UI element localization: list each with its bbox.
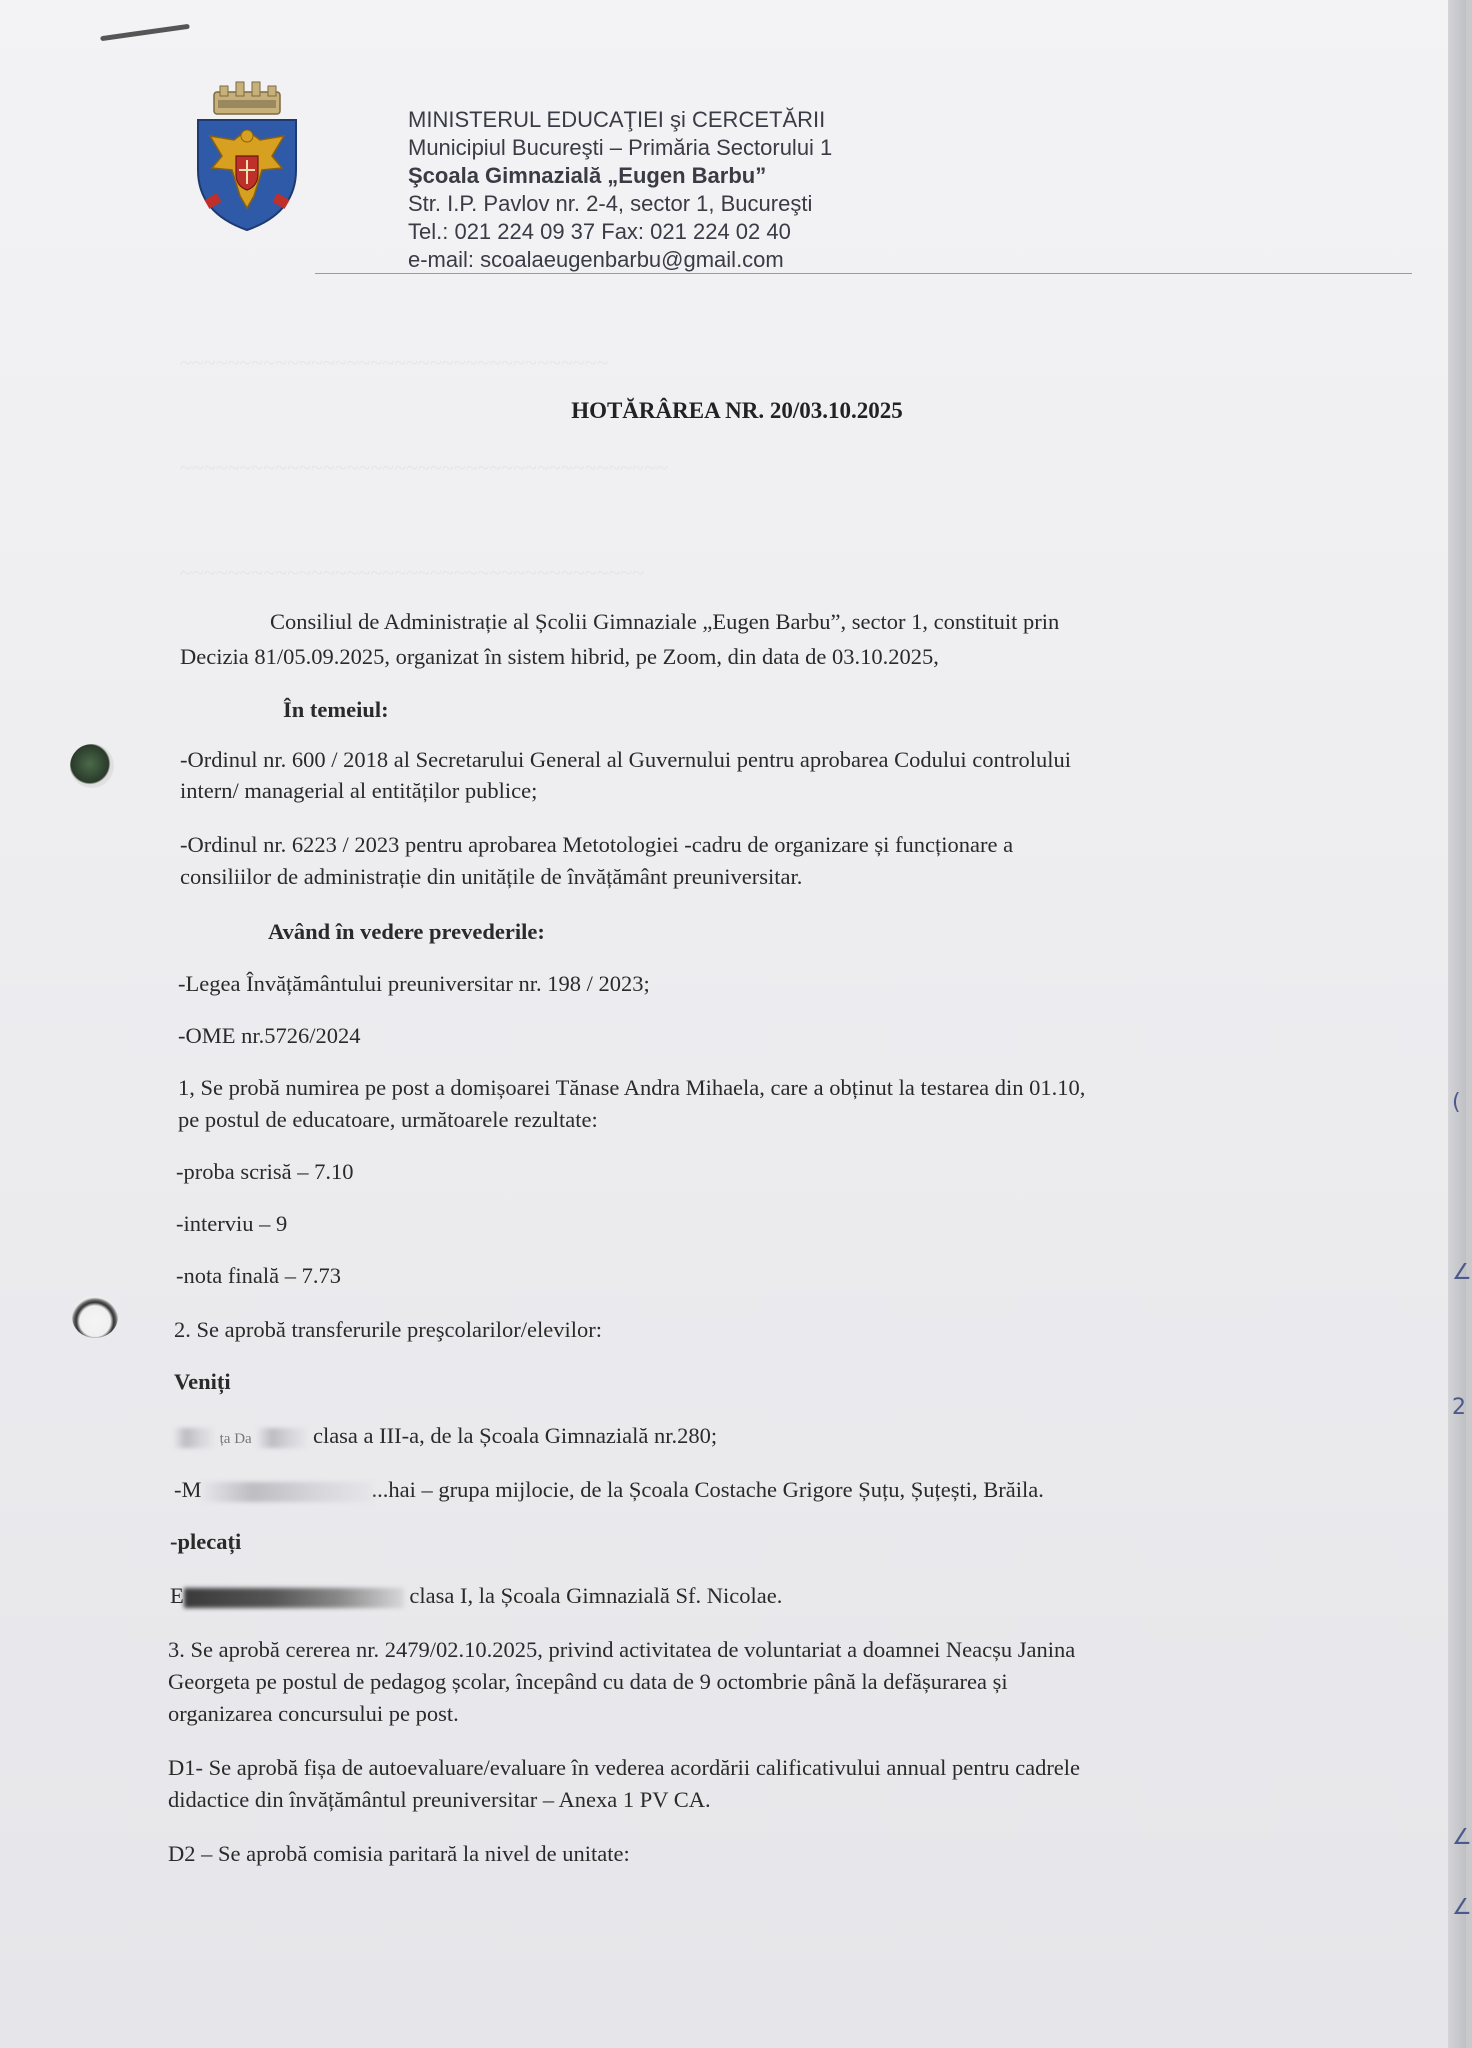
veniti-item-1-name-fragment: ța Da xyxy=(219,1431,252,1447)
show-through-text: ~~~~~~~~~~~~~~~~~~~~~~~~~~~~~~~~~~~~~~~~~ xyxy=(180,455,668,480)
d1-line-1: D1- Se aprobă fișa de autoevaluare/evaluare în vederea acordării calificativului annual pentru cadrele xyxy=(168,1755,1081,1780)
ministry-name: MINISTERUL EDUCAŢIEI şi CERCETĂRII xyxy=(408,107,826,132)
school-phone-fax: Tel.: 021 224 09 37 Fax: 021 224 02 40 xyxy=(408,219,791,244)
temeiul-item-1-line-1: -Ordinul nr. 600 / 2018 al Secretarului General al Guvernului pentru aprobarea Codului controlului xyxy=(180,747,1072,772)
school-address: Str. I.P. Pavlov nr. 2-4, sector 1, Bucureşti xyxy=(408,191,813,216)
d2-line-1: D2 – Se aprobă comisia paritară la nivel de unitate: xyxy=(168,1841,630,1866)
municipality-line: Municipiul Bucureşti – Primăria Sectorului 1 xyxy=(408,135,833,160)
plecati-item-1 xyxy=(170,1580,782,1611)
point-3-line-3: organizarea concursului pe post. xyxy=(168,1701,459,1726)
veniti-item-2 xyxy=(174,1474,1044,1505)
point-1-line-1: 1, Se probă numirea pe post a domișoarei Tănase Andra Mihaela, care a obținut la testarea din 01.10, xyxy=(178,1075,1086,1100)
show-through-text: ~~~~~~~~~~~~~~~~~~~~~~~~~~~~~~~~~~~~ xyxy=(180,350,609,375)
page-edge xyxy=(1448,0,1466,2048)
plecati-item-1-text: clasa I, la Școala Gimnazială Sf. Nicolae. xyxy=(409,1583,783,1608)
temeiul-heading: În temeiul: xyxy=(283,697,389,722)
school-email: e-mail: scoalaeugenbarbu@gmail.com xyxy=(408,247,784,272)
point-1-result-interview: -interviu – 9 xyxy=(176,1211,288,1236)
temeiul-item-2-line-1: -Ordinul nr. 6223 / 2023 pentru aprobarea Metotologiei -cadru de organizare și funcționare a xyxy=(180,832,1014,857)
plecati-item-1-prefix: E xyxy=(170,1583,184,1608)
prevederi-heading: Având în vedere prevederile: xyxy=(268,919,545,944)
redacted-name xyxy=(174,1428,214,1448)
show-through-text: ~~~~~~~~~~~~~~~~~~~~~~~~~~~~~~~~~~~~~~~ xyxy=(180,560,645,585)
point-2-text: 2. Se aprobă transferurile preşcolarilor/elevilor: xyxy=(174,1317,602,1342)
edge-ink-mark: ∠ xyxy=(1452,1260,1472,1285)
plecati-heading: -plecați xyxy=(170,1529,242,1554)
punch-hole xyxy=(70,744,114,788)
temeiul-item-2-line-2: consiliilor de administrație din unitățile de învățământ preuniversitar. xyxy=(180,864,803,889)
d1-line-2: didactice din învățământul preuniversitar – Anexa 1 PV CA. xyxy=(168,1787,711,1812)
point-1-line-2: pe postul de educatoare, următoarele rezultate: xyxy=(178,1107,598,1132)
redacted-name xyxy=(184,1588,404,1608)
redacted-name xyxy=(257,1428,307,1448)
letterhead-divider xyxy=(315,273,1412,274)
edge-ink-mark: ∠ xyxy=(1452,1895,1472,1920)
point-3-line-1: 3. Se aprobă cererea nr. 2479/02.10.2025, privind activitatea de voluntariat a doamnei Neacșu Janina xyxy=(168,1637,1076,1662)
veniti-item-2-prefix: -M xyxy=(174,1477,202,1502)
intro-line-1: Consiliul de Administrație al Școlii Gimnaziale „Eugen Barbu”, sector 1, constituit prin xyxy=(270,609,1060,634)
veniti-item-2-text: ...hai – grupa mijlocie, de la Școala Costache Grigore Șuțu, Șuțești, Brăila. xyxy=(371,1477,1044,1502)
veniti-item-1-text: clasa a III-a, de la Școala Gimnazială nr.280; xyxy=(312,1423,718,1448)
prevederi-item-2: -OME nr.5726/2024 xyxy=(178,1023,361,1048)
letterhead xyxy=(408,106,832,274)
veniti-heading: Veniți xyxy=(174,1369,231,1394)
edge-ink-mark: ( xyxy=(1452,1090,1461,1115)
prevederi-item-1: -Legea Învățământului preuniversitar nr. 198 / 2023; xyxy=(178,971,650,996)
veniti-item-1 xyxy=(174,1420,717,1455)
bucharest-coat-of-arms-icon xyxy=(192,78,302,233)
edge-ink-mark: ∠ xyxy=(1452,1825,1472,1850)
edge-ink-mark: 2 xyxy=(1452,1395,1466,1420)
punch-hole xyxy=(72,1296,118,1338)
decision-title: HOTĂRÂREA NR. 20/03.10.2025 xyxy=(571,398,903,423)
temeiul-item-1-line-2: intern/ managerial al entităților publice; xyxy=(180,778,538,803)
redacted-name xyxy=(202,1482,372,1502)
point-1-result-final: -nota finală – 7.73 xyxy=(176,1263,341,1288)
point-3-line-2: Georgeta pe postul de pedagog școlar, începând cu data de 9 octombrie până la defășurarea și xyxy=(168,1669,1008,1694)
point-1-result-written: -proba scrisă – 7.10 xyxy=(176,1159,354,1184)
intro-line-2: Decizia 81/05.09.2025, organizat în sistem hibrid, pe Zoom, din data de 03.10.2025, xyxy=(180,644,939,669)
school-name: Şcoala Gimnazială „Eugen Barbu” xyxy=(408,163,767,188)
